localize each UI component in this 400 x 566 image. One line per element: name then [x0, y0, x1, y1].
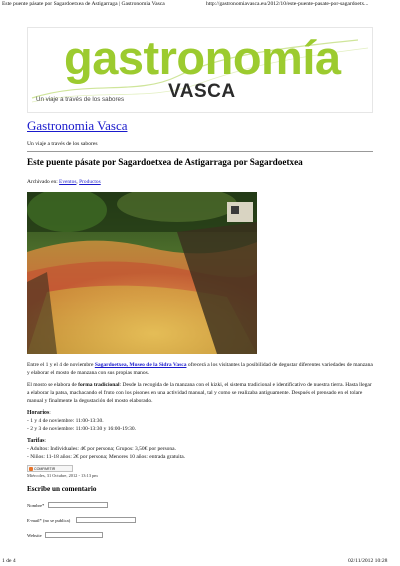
name-label: Nombre*: [27, 503, 45, 508]
tarifa-item: - Niños: 11-18 años: 2€ por persona; Menores 10 años: entrada gratuita.: [27, 454, 186, 460]
website-field[interactable]: [45, 532, 103, 538]
print-url: http://gastronomiavasca.eu/2012/10/este-puente-pasate-por-sagardoetx...: [206, 1, 369, 7]
share-label: COMPARTIR: [34, 467, 56, 471]
tarifas-heading: Tarifas: [27, 438, 45, 444]
logo-wordmark: gastronomía: [64, 31, 341, 84]
post-paragraph-1: [27, 361, 373, 377]
logo-tagline: Un viaje a través de los sabores: [36, 96, 125, 103]
site-description: Un viaje a través de los sabores: [27, 141, 98, 147]
divider: [27, 151, 373, 152]
paragraph-text: : Desde la recogida de la manzana con el kizki, el sistema tradicional e identificativo de nuestra tierra. Hasta llegar a elaborar la patsa, machacando el fruto con los pisones en una actividad manual, tal y como se realizaba antiguamente. Después el prensado en el tolare manual y finalmente la degustación del mosto elaborado.: [27, 382, 372, 404]
tarifas-section: [27, 437, 373, 461]
category-link-productos[interactable]: Productos: [79, 179, 101, 185]
site-banner[interactable]: [27, 27, 373, 113]
horario-item: - 2 y 3 de noviembre: 11:00-13:30 y 16:00-19:30.: [27, 426, 137, 432]
bold-text: forma tradicional: [78, 382, 120, 388]
category-link-eventos[interactable]: Eventos: [59, 179, 77, 185]
horarios-section: [27, 409, 373, 433]
category-separator: ,: [76, 179, 78, 185]
logo-subtitle: VASCA: [168, 81, 236, 102]
museum-link[interactable]: Sagardoetxea, Museo de la Sidra Vasca: [94, 362, 187, 368]
post-paragraph-2: [27, 381, 373, 405]
archived-label: Archivado en:: [27, 179, 58, 185]
paragraph-text: ofrecerá a los visitantes la posibilidad de degustar diferentes variedades de manzana y elaborar el mosto de manzana con sus propias manos.: [27, 362, 373, 376]
print-page-number: 1 de 4: [2, 558, 16, 564]
site-title-link[interactable]: Gastronomia Vasca: [27, 118, 128, 133]
post-date: Miércoles, 31 Octubre, 2012 - 13:13 pm: [27, 473, 98, 478]
post-categories: [27, 179, 101, 185]
name-field[interactable]: [48, 502, 108, 508]
post-image-apples: [27, 192, 257, 354]
email-field[interactable]: [76, 517, 136, 523]
print-page-title: Este puente pásate por Sagardoetxea de Astigarraga | Gastronomia Vasca: [2, 1, 165, 7]
share-button[interactable]: [27, 465, 73, 472]
horarios-heading: Horarios: [27, 410, 50, 416]
tarifa-item: - Adultos: Individuales: 4€ por persona; Grupos: 3,50€ por persona.: [27, 446, 176, 452]
comment-heading: Escribe un comentario: [27, 485, 97, 493]
email-label: E-mail* (no se publica): [27, 518, 71, 523]
paragraph-text: El mosto se elabora de: [27, 382, 79, 388]
share-icon: [29, 467, 33, 471]
horario-item: - 1 y 4 de noviembre: 11:00-13:30.: [27, 418, 104, 424]
post-title: Este puente pásate por Sagardoetxea de Astigarraga por Sagardoetxea: [27, 157, 303, 167]
website-label: Website: [27, 533, 42, 538]
print-datetime: 02/11/2012 10:28: [348, 558, 388, 564]
heading-colon: :: [44, 438, 47, 444]
heading-colon: :: [49, 410, 51, 416]
paragraph-text: Entre el 1 y el 4 de noviembre: [27, 362, 95, 368]
